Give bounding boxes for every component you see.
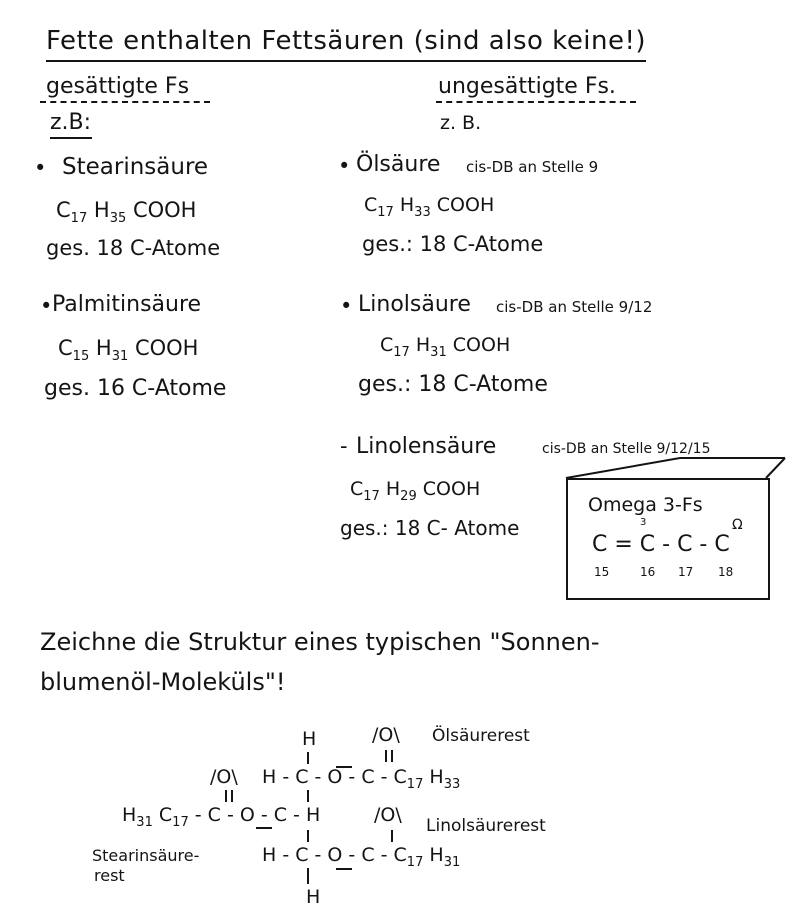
omega-num: 17 (678, 565, 694, 579)
omega-small-mark: 3 (640, 517, 647, 528)
saturated-example-label: z.B: (50, 110, 92, 135)
atom-count: ges. 18 C-Atome (46, 236, 221, 260)
saturated-heading: gesättigte Fs (46, 74, 190, 99)
struct-o-top: /O\ (372, 724, 400, 746)
omega-num: 15 (594, 565, 610, 579)
double-bond-note: cis-DB an Stelle 9/12 (496, 298, 653, 316)
omega-chain: C = C - C - C (592, 532, 730, 557)
bullet: • (340, 294, 353, 318)
bullet: - (340, 434, 348, 458)
label-stearic-rest: Stearinsäure- (92, 846, 200, 865)
acid-name: Palmitinsäure (52, 292, 202, 317)
omega-title: Omega 3-Fs (588, 494, 703, 516)
acid-formula: $C_{17}$ $H_{29}$ COOH (350, 478, 481, 504)
double-bond-note: cis-DB an Stelle 9 (466, 158, 599, 176)
omega-num: 18 (718, 565, 734, 579)
struct-h-top: H (302, 728, 317, 750)
bullet: • (338, 154, 351, 178)
acid-formula: $C_{17}$ $H_{35}$ COOH (56, 198, 197, 227)
page-title: Fette enthalten Fettsäuren (sind also keine!) (46, 26, 647, 56)
task-line-2: blumenöl-Moleküls"! (40, 668, 286, 696)
struct-o-left: /O\ (210, 766, 238, 788)
acid-name: Linolensäure (356, 434, 497, 459)
omega-num: 16 (640, 565, 656, 579)
struct-row-3: H - C - O - C - $C_{17}$ $H_{31}$ (262, 844, 461, 870)
bullet: • (34, 156, 47, 180)
label-linoleic-rest: Linolsäurerest (426, 816, 546, 836)
bullet: • (40, 294, 53, 318)
double-bond-note: cis-DB an Stelle 9/12/15 (542, 441, 711, 457)
acid-formula: $C_{15}$ $H_{31}$ COOH (58, 336, 199, 365)
struct-row-1: H - C - O - C - $C_{17}$ $H_{33}$ (262, 766, 461, 792)
acid-formula: $C_{17}$ $H_{33}$ COOH (364, 194, 495, 220)
label-stearic-rest-2: rest (94, 866, 125, 885)
atom-count: ges.: 18 C- Atome (340, 516, 520, 540)
struct-o-right: /O\ (374, 804, 402, 826)
acid-name: Stearinsäure (62, 154, 209, 180)
atom-count: ges. 16 C-Atome (44, 376, 227, 401)
acid-name: Ölsäure (356, 152, 441, 177)
omega-symbol: Ω (732, 517, 743, 533)
struct-row-2: $H_{31}$ $C_{17}$ - C - O - C - H (122, 804, 321, 830)
atom-count: ges.: 18 C-Atome (362, 232, 544, 256)
unsaturated-example-label: z. B. (440, 112, 482, 134)
label-oleic-rest: Ölsäurerest (432, 726, 530, 746)
struct-h-bottom: H (306, 886, 321, 908)
task-line-1: Zeichne die Struktur eines typischen "Sonnen- (40, 628, 600, 656)
unsaturated-heading: ungesättigte Fs. (438, 74, 616, 99)
atom-count: ges.: 18 C-Atome (358, 372, 548, 397)
acid-formula: $C_{17}$ $H_{31}$ COOH (380, 334, 511, 360)
acid-name: Linolsäure (358, 292, 471, 317)
